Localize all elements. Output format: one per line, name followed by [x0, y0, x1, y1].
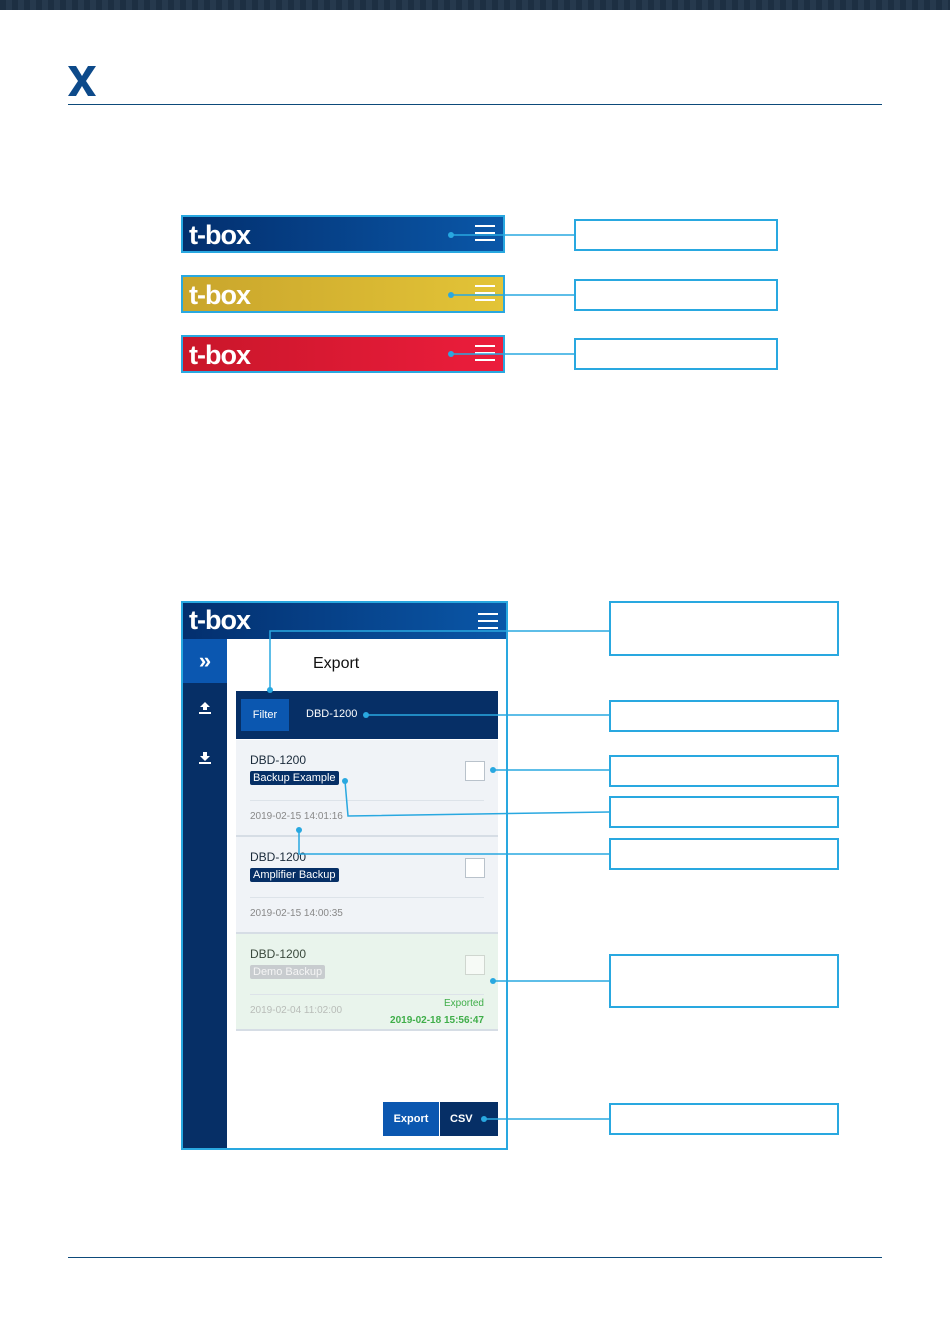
- list-item[interactable]: [236, 740, 498, 837]
- exported-label: Exported: [443, 998, 484, 1009]
- menu-icon[interactable]: [478, 613, 498, 631]
- device-name: DBD-1200: [250, 753, 307, 767]
- select-checkbox[interactable]: [465, 955, 485, 975]
- x-logo-icon: [68, 66, 96, 96]
- backup-tag: Demo Backup: [250, 965, 325, 979]
- callout-box-4: [609, 601, 839, 656]
- page-title: Export: [313, 655, 360, 672]
- callout-box-1: [574, 219, 778, 251]
- callout-box-9: [609, 954, 839, 1008]
- callout-box-6: [609, 755, 839, 787]
- footer-rule: [68, 1257, 882, 1258]
- list-item-exported[interactable]: [236, 934, 498, 1031]
- divider: [250, 994, 484, 995]
- menu-icon[interactable]: [475, 225, 495, 243]
- download-icon[interactable]: [198, 751, 212, 765]
- phone-mockup: [181, 601, 508, 1150]
- list-item[interactable]: [236, 837, 498, 934]
- filter-bar: [236, 691, 498, 739]
- exported-date: 2019-02-18 15:56:47: [390, 1015, 484, 1026]
- brand-logo: t-box: [189, 220, 250, 250]
- export-button[interactable]: Export: [383, 1102, 439, 1136]
- backup-date: 2019-02-15 14:00:35: [250, 908, 343, 919]
- backup-date: 2019-02-15 14:01:16: [250, 811, 343, 822]
- callout-box-3: [574, 338, 778, 370]
- callout-box-7: [609, 796, 839, 828]
- format-select[interactable]: CSV: [440, 1102, 498, 1136]
- callout-box-2: [574, 279, 778, 311]
- device-name: DBD-1200: [250, 850, 307, 864]
- brand-logo: t-box: [189, 605, 250, 635]
- sidebar: [183, 639, 227, 1150]
- brand-logo: t-box: [189, 340, 250, 370]
- filter-value: DBD-1200: [306, 708, 358, 720]
- variant-bar-blue: [181, 215, 505, 253]
- variant-bar-red: [181, 335, 505, 373]
- callout-box-8: [609, 838, 839, 870]
- menu-icon[interactable]: [475, 345, 495, 363]
- backup-tag: Amplifier Backup: [250, 868, 339, 882]
- double-chevron-right-icon[interactable]: »: [183, 639, 227, 683]
- app-header: [183, 603, 506, 639]
- filter-button[interactable]: Filter: [241, 699, 289, 731]
- select-checkbox[interactable]: [465, 858, 485, 878]
- divider: [250, 897, 484, 898]
- device-name: DBD-1200: [250, 947, 307, 961]
- divider: [250, 800, 484, 801]
- variant-bar-yellow: [181, 275, 505, 313]
- callout-box-5: [609, 700, 839, 732]
- backup-date: 2019-02-04 11:02:00: [250, 1005, 343, 1016]
- backup-tag: Backup Example: [250, 771, 339, 785]
- header-rule: [68, 104, 882, 105]
- menu-icon[interactable]: [475, 285, 495, 303]
- upload-icon[interactable]: [198, 701, 212, 715]
- top-decorative-strip: [0, 0, 950, 10]
- callout-box-10: [609, 1103, 839, 1135]
- brand-logo: t-box: [189, 280, 250, 310]
- select-checkbox[interactable]: [465, 761, 485, 781]
